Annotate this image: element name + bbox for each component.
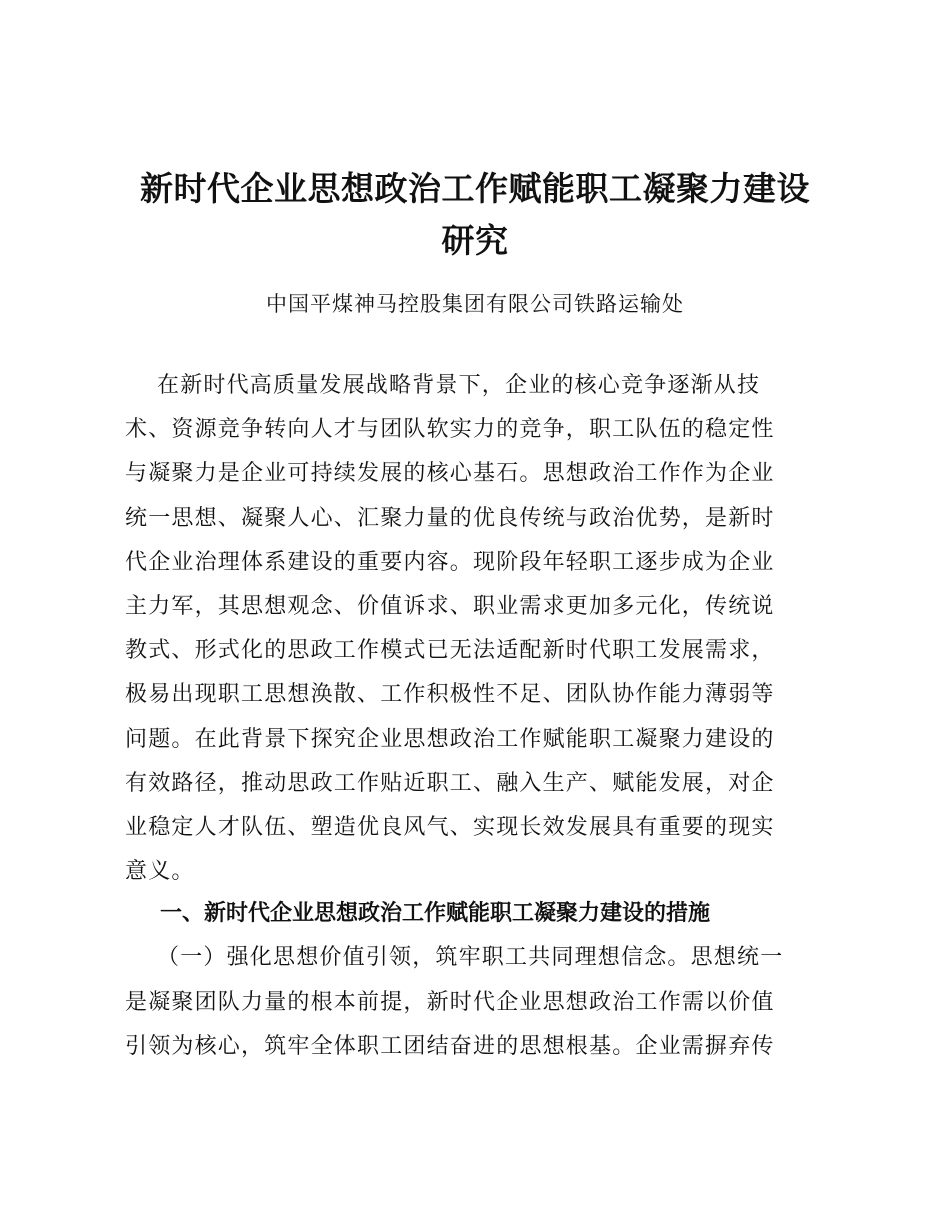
title-line-2: 研究 [441, 221, 509, 260]
text-line: 业稳定人才队伍、塑造优良风气、实现长效发展具有重要的现实 [125, 815, 775, 840]
author-affiliation: 中国平煤神马控股集团有限公司铁路运输处 [266, 292, 684, 316]
text-line: 引领为核心，筑牢全体职工团结奋进的思想根基。企业需摒弃传 [125, 1034, 775, 1059]
title-line-1: 新时代企业思想政治工作赋能职工凝聚力建设 [140, 169, 810, 208]
text-line: 教式、形式化的思政工作模式已无法适配新时代职工发展需求， [125, 638, 775, 664]
text-line: 代企业治理体系建设的重要内容。现阶段年轻职工逐步成为企业 [125, 549, 775, 575]
text-line: 问题。在此背景下探究企业思想政治工作赋能职工凝聚力建设的 [125, 726, 775, 752]
text-line: （一）强化思想价值引领，筑牢职工共同理想信念。思想统一 [157, 945, 784, 970]
text-line: 有效路径，推动思政工作贴近职工、融入生产、赋能发展，对企 [125, 770, 775, 796]
text-line: 极易出现职工思想涣散、工作积极性不足、团队协作能力薄弱等 [125, 682, 775, 708]
text-line: 统一思想、凝聚人心、汇聚力量的优良传统与政治优势，是新时 [125, 505, 775, 531]
text-line: 是凝聚团队力量的根本前提，新时代企业思想政治工作需以价值 [125, 989, 775, 1015]
text-line: 意义。 [125, 859, 195, 885]
text-line: 术、资源竞争转向人才与团队软实力的竞争，职工队伍的稳定性 [125, 417, 775, 443]
text-line: 主力军，其思想观念、价值诉求、职业需求更加多元化，传统说 [125, 594, 775, 619]
text-line: 与凝聚力是企业可持续发展的核心基石。思想政治工作作为企业 [125, 461, 775, 487]
text-line: 在新时代高质量发展战略背景下，企业的核心竞争逐渐从技 [157, 373, 761, 398]
section-heading: 一、新时代企业思想政治工作赋能职工凝聚力建设的措施 [160, 901, 711, 926]
